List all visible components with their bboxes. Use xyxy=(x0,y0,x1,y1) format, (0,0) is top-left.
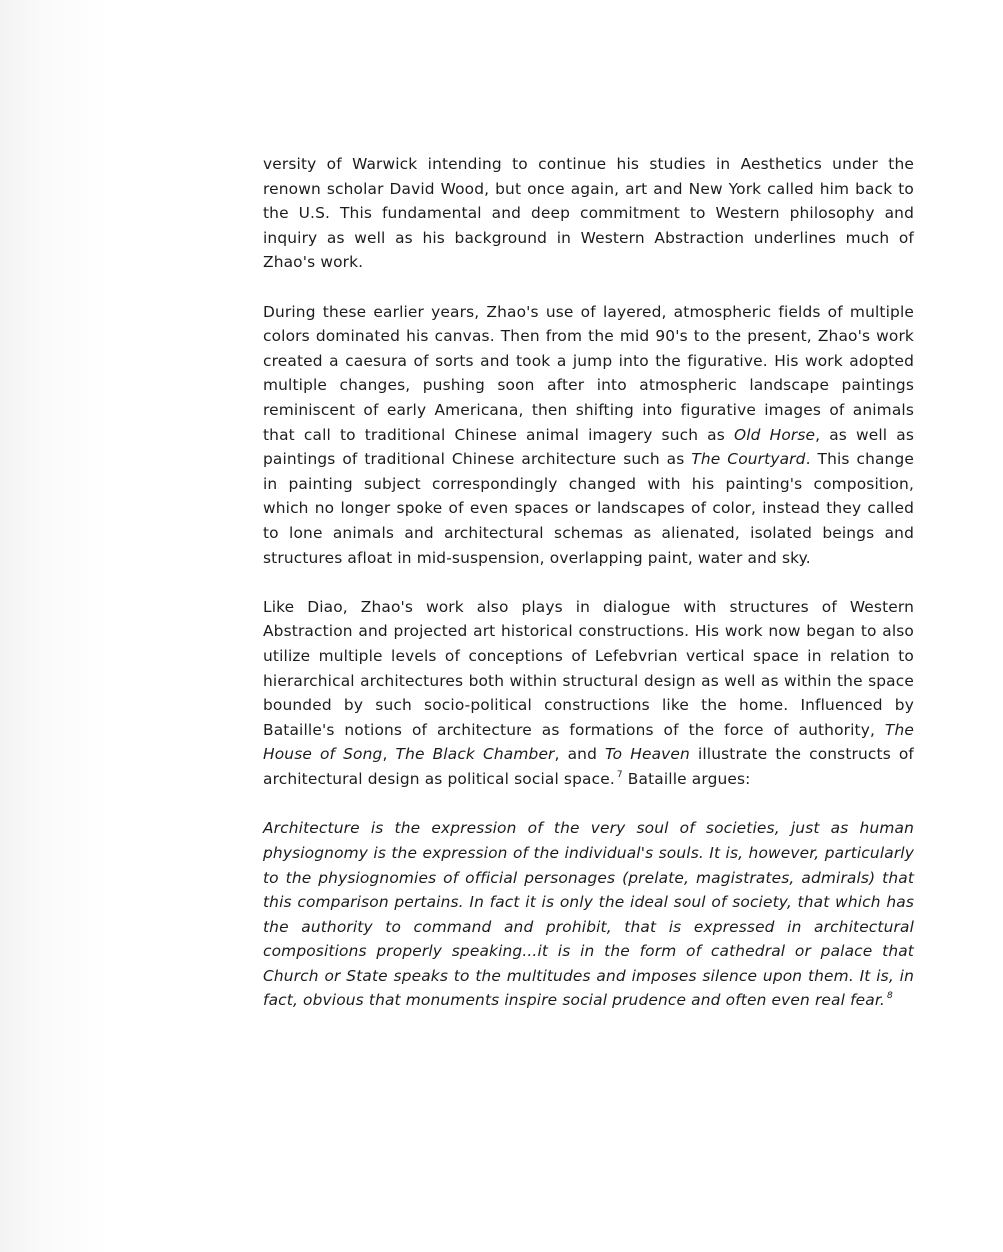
paragraph-1 xyxy=(263,152,914,275)
paragraph-3-separator-1: , xyxy=(382,745,396,764)
artwork-title-the-courtyard: The Courtyard xyxy=(691,450,806,469)
paragraph-3-text-b: illustrate the constructs of architectural design as political social space. xyxy=(263,745,915,789)
artwork-title-the-black-chamber: The Black Chamber xyxy=(395,745,555,764)
paragraph-3-separator-2: , and xyxy=(554,745,606,764)
block-quote-text: Architecture is the expression of the very soul of societies, just as human physiognomy is the expression of the individual's souls. It is, however, particularly to the physiognomies of official personages (prelate, magistrates, admirals) that this comparison pertains. In fact it is only the ideal soul of society, that which has the authority to command and prohibit, that is expressed in architectural compositions properly speaking...it is in the form of cathedral or palace that Church or State speaks to the multitudes and imposes silence upon them. It is, in fact, obvious that monuments inspire social prudence and often even real fear. xyxy=(263,819,914,1010)
artwork-title-old-horse: Old Horse xyxy=(733,425,816,444)
paragraph-2-text-a: During these earlier years, Zhao's use of layered, atmospheric fields of multiple colors dominated his canvas. Then from the mid 90's to the present, Zhao's work created a caesura of sorts and took a jump into the figurative. His work adopted multiple changes, pushing soon after into atmospheric landscape paintings reminiscent of early Americana, then shifting into figurative images of animals that call to traditional Chinese animal imagery such as xyxy=(263,302,914,444)
paragraph-1-text: versity of Warwick intending to continue his studies in Aesthetics under the renown scholar David Wood, but once again, art and New York called him back to the U.S. This fundamental and deep commitment to Western philosophy and inquiry as well as his background in Western Abstraction underlines much of Zhao's work. xyxy=(263,155,914,272)
paragraph-2-text-b: , as well as paintings of traditional Chinese architecture such as xyxy=(263,425,914,469)
artwork-title-to-heaven: To Heaven xyxy=(605,745,690,764)
paragraph-2-text-c: . This change in painting subject correspondingly changed with his painting's composition, which no longer spoke of even spaces or landscapes of color, instead they called to lone animals and architectural schemas as alienated, isolated beings and structures afloat in mid-suspension, overlapping paint, water and sky. xyxy=(263,450,915,567)
page-text-block xyxy=(263,152,914,1013)
paragraph-3-text-a: Like Diao, Zhao's work also plays in dialogue with structures of Western Abstraction and projected art historical constructions. His work now began to also utilize multiple levels of conceptions of Lefebvrian vertical space in relation to hierarchical architectures both within structural design as well as within the space bounded by such socio-political constructions like the home. Influenced by Bataille's notions of architecture as formations of the force of authority, xyxy=(263,597,914,739)
paragraph-2 xyxy=(263,300,914,571)
footnote-marker-8: 8 xyxy=(886,991,893,1002)
paragraph-3-text-c: Bataille argues: xyxy=(622,770,751,789)
paragraph-3 xyxy=(263,595,914,792)
page-gutter-shadow xyxy=(0,0,110,1252)
footnote-marker-7: 7 xyxy=(616,770,623,781)
block-quote xyxy=(263,816,914,1013)
artwork-title-the-house-of-song: The House of Song xyxy=(263,720,914,764)
